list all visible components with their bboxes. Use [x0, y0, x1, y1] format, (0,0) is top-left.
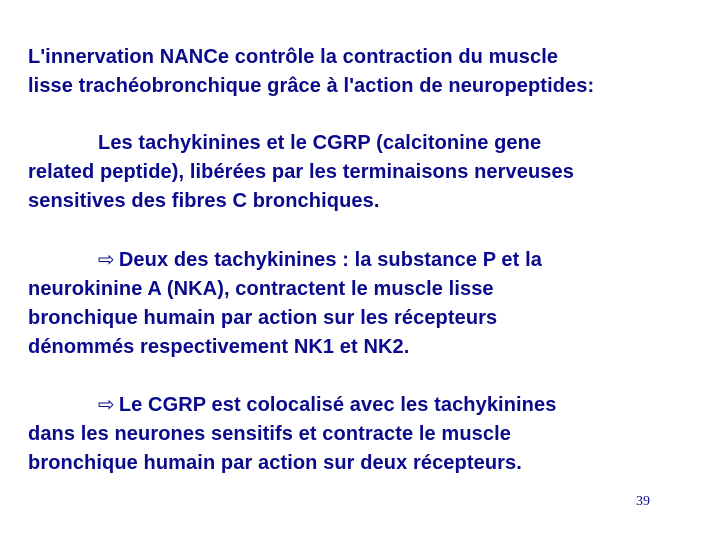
arrow-right-icon: ⇨: [98, 247, 115, 271]
paragraph-2-first-line: [28, 245, 708, 275]
paragraph-2-line-4: dénommés respectivement NK1 et NK2.: [28, 336, 410, 358]
paragraph-1-line-2: related peptide), libérées par les terminaisons nerveuses: [28, 161, 574, 183]
paragraph-2-line-3: bronchique humain par action sur les récepteurs: [28, 307, 498, 329]
tachykinins-cgrp-paragraph: [28, 129, 708, 216]
intro-line-1: L'innervation NANCe contrôle la contraction du muscle: [28, 46, 559, 68]
paragraph-2-line-2: neurokinine A (NKA), contractent le muscle lisse: [28, 278, 494, 300]
paragraph-1-line-3: sensitives des fibres C bronchiques.: [28, 190, 380, 212]
intro-line-2: lisse trachéobronchique grâce à l'action de neuropeptides:: [28, 75, 595, 97]
paragraph-1-line-1: Les tachykinines et le CGRP (calcitonine gene: [98, 132, 542, 154]
arrow-right-icon: ⇨: [98, 392, 115, 416]
paragraph-3-line-3: bronchique humain par action sur deux récepteurs.: [28, 452, 522, 474]
paragraph-3-line-1: Le CGRP est colocalisé avec les tachykinines: [118, 394, 557, 416]
cgrp-colocalization-paragraph: [28, 390, 708, 478]
paragraph-2-line-1: Deux des tachykinines : la substance P et la: [118, 249, 542, 271]
intro-paragraph: [28, 43, 708, 101]
paragraph-3-first-line: [28, 390, 708, 420]
page-number: 39: [636, 494, 650, 509]
paragraph-3-line-2: dans les neurones sensitifs et contracte le muscle: [28, 423, 511, 445]
nk-receptors-paragraph: [28, 245, 708, 362]
